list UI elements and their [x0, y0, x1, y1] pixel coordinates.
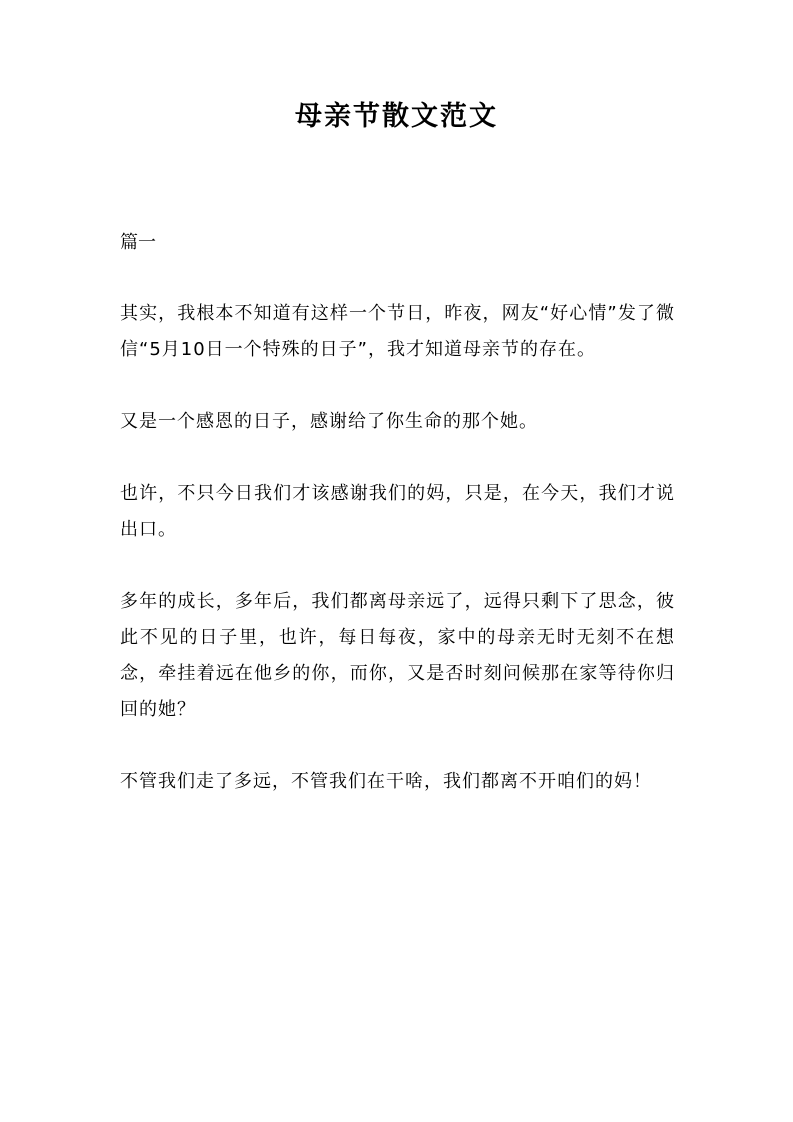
paragraph-5: 不管我们走了多远，不管我们在干啥，我们都离不开咱们的妈！	[120, 771, 652, 792]
paragraph-4: 多年的成长，多年后，我们都离母亲远了，远得只剩下了思念，彼此不见的日子里，也许，每日每夜，家中的母亲无时无刻不在想念，牵挂着远在他乡的你，而你，又是否时刻问候那在家等待你归回的她？	[120, 591, 675, 720]
paragraph-1: 其实，我根本不知道有这样一个节日，昨夜，网友“好心情”发了微信“5月10日一个特殊的日子”，我才知道母亲节的存在。	[120, 303, 675, 360]
section-heading: 篇一	[120, 232, 156, 253]
paragraph-3: 也许，不只今日我们才该感谢我们的妈，只是，在今天，我们才说出口。	[120, 483, 675, 540]
paragraph-2: 又是一个感恩的日子，感谢给了你生命的那个她。	[120, 411, 538, 432]
document-title: 母亲节散文范文	[295, 101, 498, 132]
document-body	[120, 225, 675, 836]
